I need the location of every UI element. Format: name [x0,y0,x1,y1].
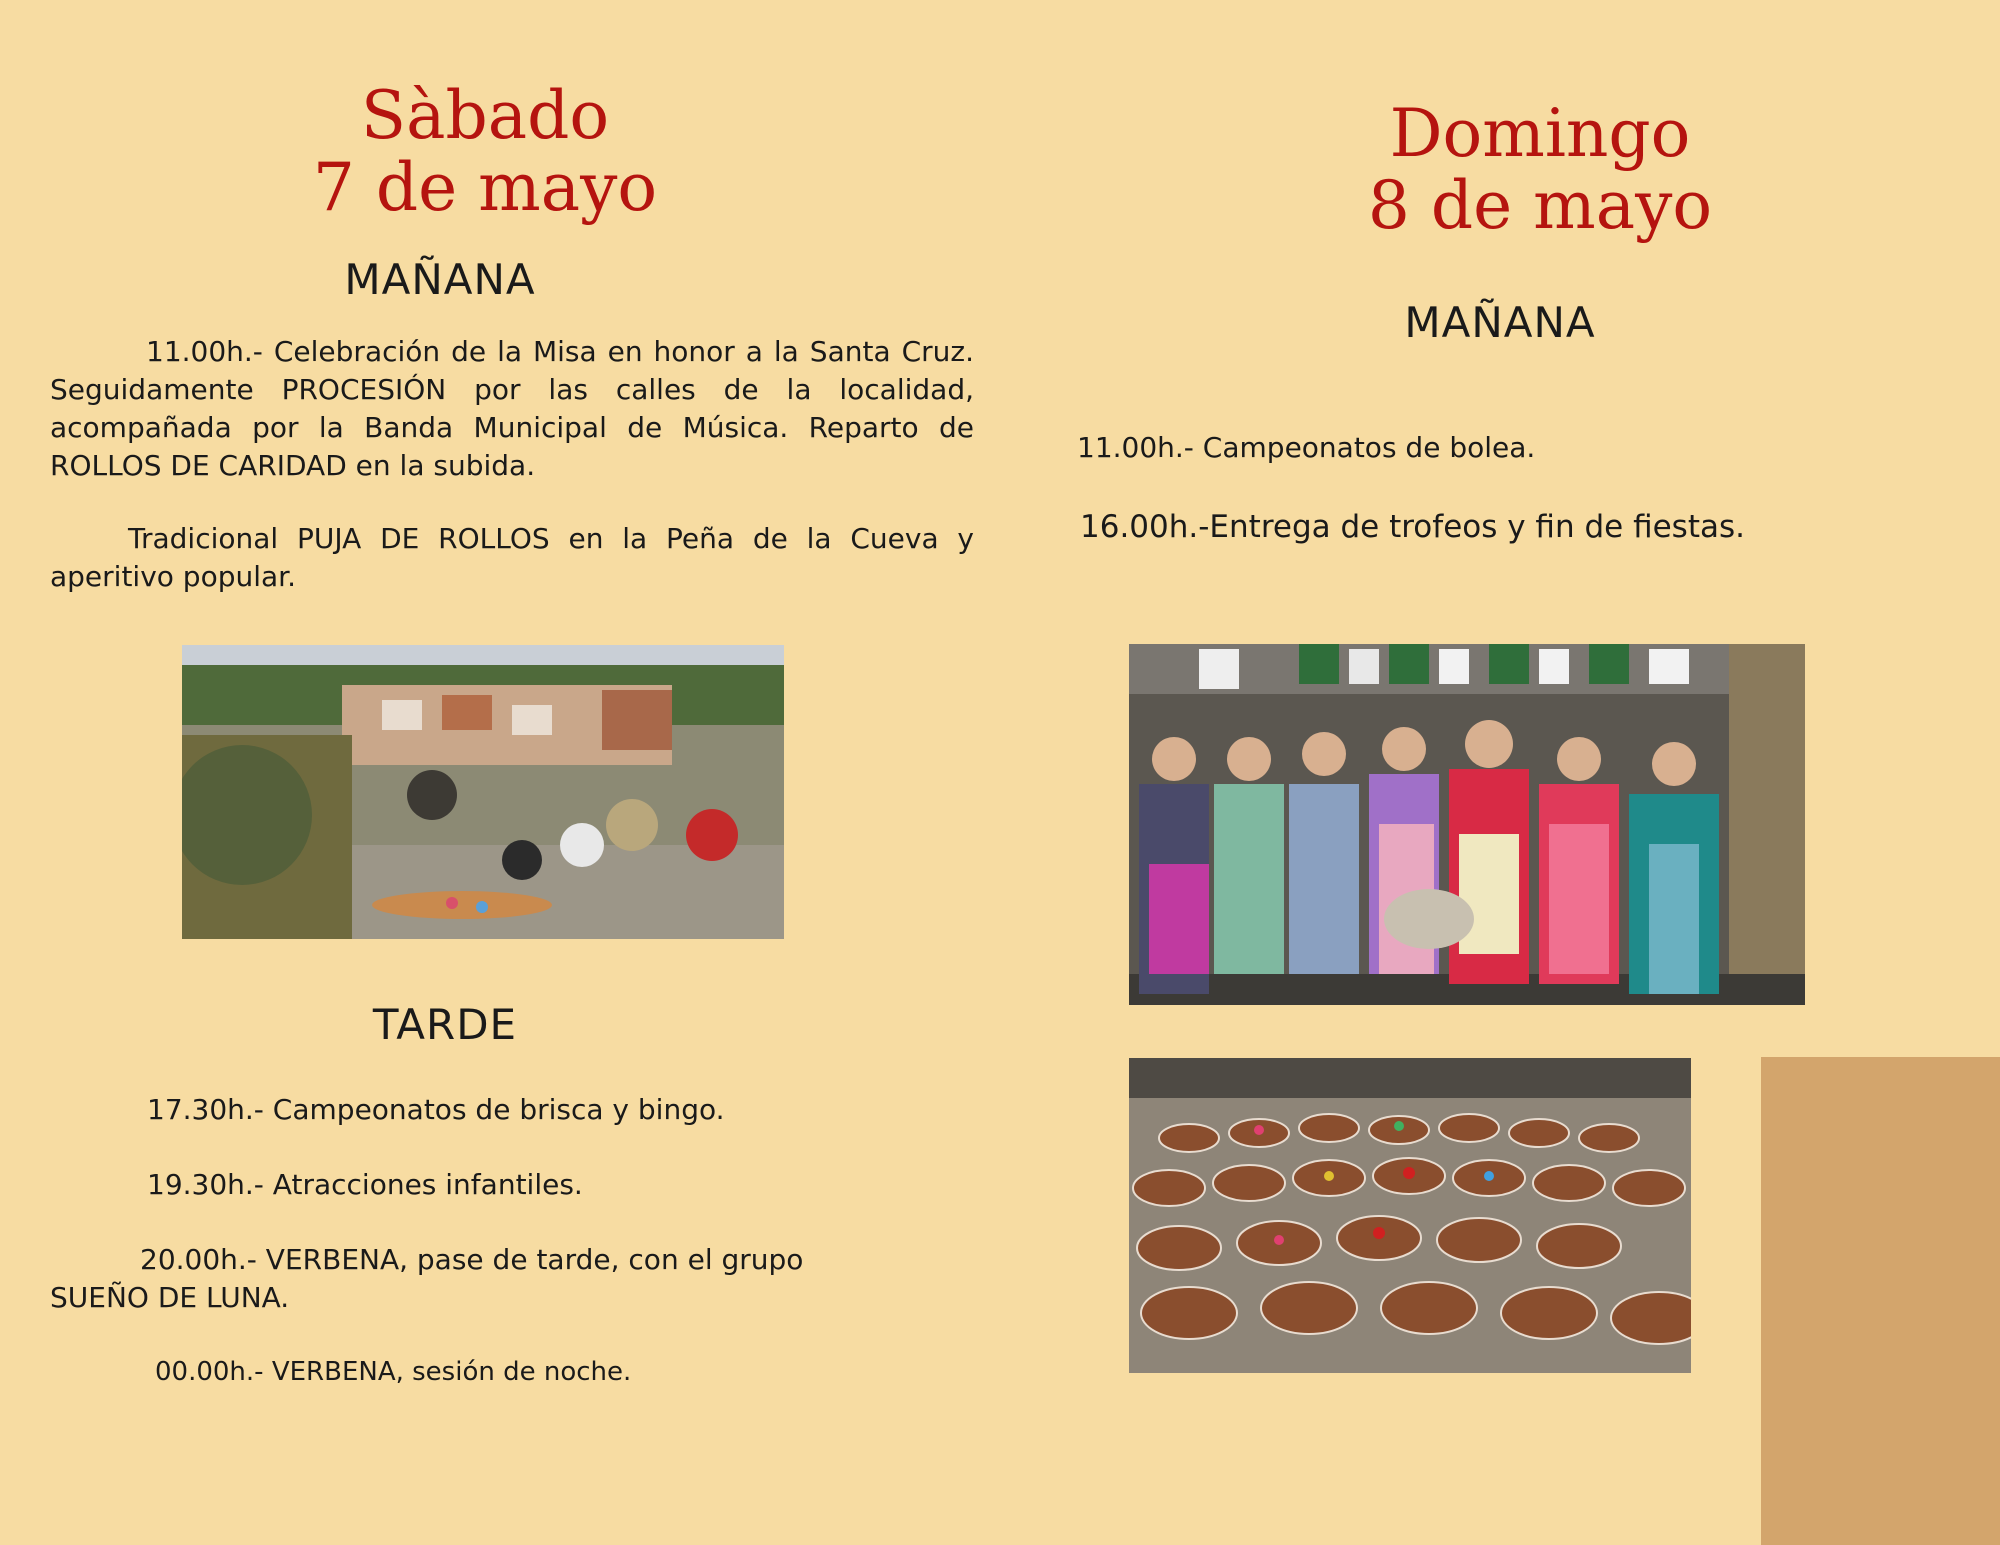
saturday-afternoon-item: 20.00h.- VERBENA, pase de tarde, con el grupo [140,1243,804,1276]
sunday-item: 16.00h.-Entrega de trofeos y fin de fiestas. [1080,509,1745,545]
rollos-cakes-photo [1129,1058,1691,1373]
village-hillside-photo [182,645,784,939]
saturday-afternoon-item: 00.00h.- VERBENA, sesión de noche. [155,1357,632,1387]
sunday-title [1350,95,1730,244]
saturday-afternoon-item: 19.30h.- Atracciones infantiles. [147,1168,583,1201]
bakers-group-photo [1129,644,1805,1005]
saturday-afternoon-item: 17.30h.- Campeonatos de brisca y bingo. [147,1093,725,1126]
sunday-item: 11.00h.- Campeonatos de bolea. [1077,431,1536,464]
saturday-title-day: Sàbado [360,77,610,154]
saturday-morning-para1: 11.00h.- Celebración de la Misa en honor a la Santa Cruz. Seguidamente PROCESIÓN por las calles de la localidad, acompañada por la Banda Municipal de Música. Reparto de ROLLOS DE CARIDAD en la subida. [50,335,974,482]
saturday-afternoon-heading: TARDE [372,1000,518,1049]
sunday-morning-heading: MAÑANA [1404,298,1596,347]
sunday-title-date: 8 de mayo [1367,167,1713,244]
saturday-title-date: 7 de mayo [312,149,658,226]
sunday-title-day: Domingo [1389,95,1691,172]
saturday-afternoon-item: SUEÑO DE LUNA. [50,1281,290,1314]
saturday-morning-heading: MAÑANA [344,255,536,304]
saturday-title [260,77,710,226]
decorative-corner-block [1761,1057,2000,1545]
saturday-morning-para2: Tradicional PUJA DE ROLLOS en la Peña de la Cueva y aperitivo popular. [50,522,974,593]
